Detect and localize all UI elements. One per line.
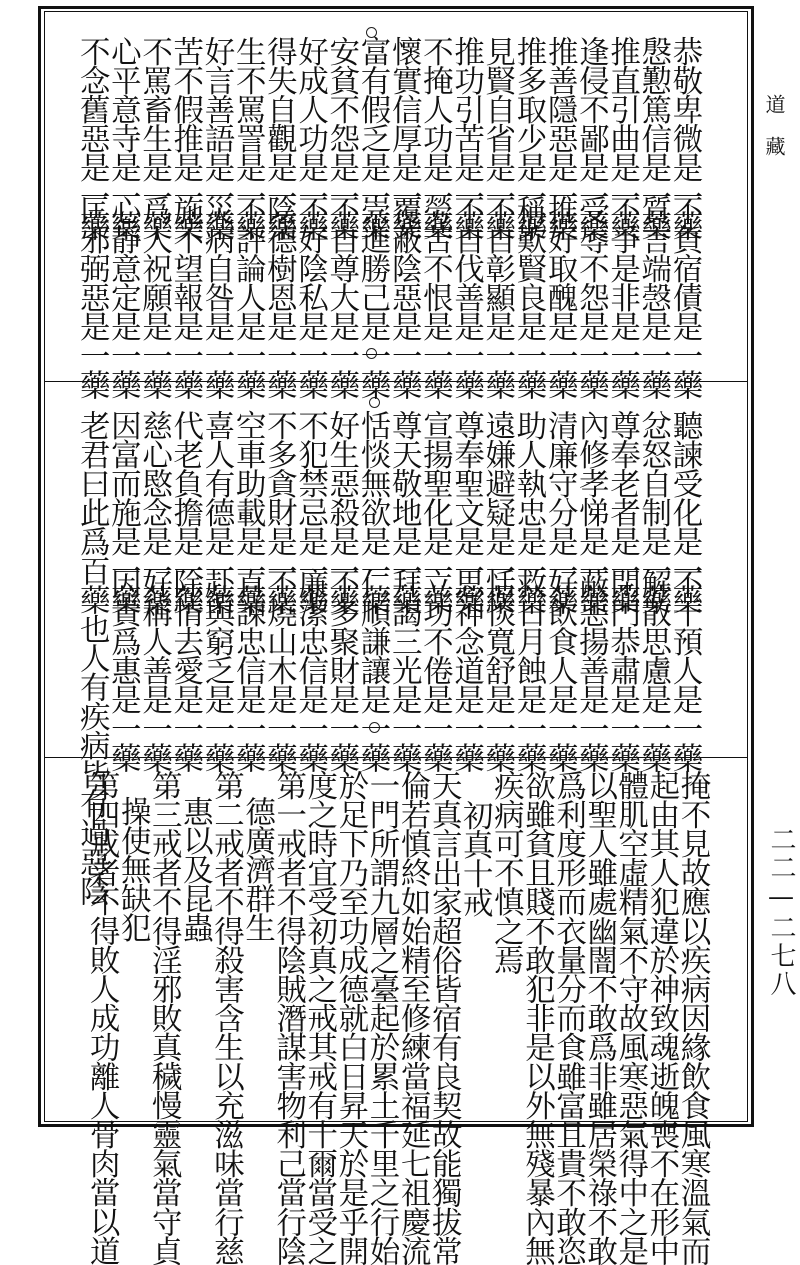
text-column: 不多聚財是一藥 <box>323 568 359 772</box>
text-column: 不犯禁忌是一藥 <box>292 410 328 614</box>
text-column: 掩不見故應以疾病因緣飲食風寒溫氣而 <box>675 770 710 1265</box>
text-column: 懷實信厚是一藥 <box>386 36 422 240</box>
text-column: 不多貪財是一藥 <box>261 410 297 614</box>
text-column: 好稱人善是一藥 <box>136 568 172 772</box>
text-column: 尊奉聖文是一藥 <box>448 410 484 614</box>
text-column: 好飲食人是一藥 <box>542 568 578 772</box>
text-column: 不干預人是一藥 <box>667 568 702 772</box>
text-column: 空車助載是一藥 <box>230 410 266 614</box>
text-column: 不自尊大是一藥 <box>323 195 359 399</box>
text-column: 蔽惡揚善是一藥 <box>573 568 609 772</box>
text-column: 一門所謂九層之臺起於累土千里之行始 <box>364 770 399 1265</box>
text-column: 第四戒者不得敗人成功離人骨肉當以道 <box>84 770 120 1265</box>
text-column: 度之時宜受初真之戒其戒有十爾當受之 <box>301 770 337 1265</box>
text-column: 得失自觀是一藥 <box>261 36 297 240</box>
page-number: 二二—二七八 <box>766 826 796 998</box>
text-column: 尊天敬地是一藥 <box>386 410 422 614</box>
text-column: 第一戒者不得陰賊潛謀害物利己當行陰 <box>270 770 306 1265</box>
text-column: 見賢自省是一藥 <box>479 36 515 240</box>
text-column: 因貴爲惠是一藥 <box>105 568 141 772</box>
text-column: 生不罵詈是一藥 <box>230 36 266 240</box>
text-column: 爲利度形而衣量分而食雖富且貴不敢恣 <box>550 770 586 1265</box>
text-column: 推好取醜是一藥 <box>542 195 578 399</box>
text-column: 稱歎賢良是一藥 <box>511 195 546 399</box>
text-column: 好生惡殺是一藥 <box>323 410 359 614</box>
text-column: 不評論人是一藥 <box>230 195 266 399</box>
text-column: 除情去愛是一藥 <box>167 568 203 772</box>
text-column: 受辱不怨是一藥 <box>573 195 609 399</box>
text-column: 恬惔寬舒是一藥 <box>479 568 515 772</box>
text-column: 富有假乏是一藥 <box>355 36 390 240</box>
text-column: 閉門恭肅是一藥 <box>604 568 640 772</box>
text-column: 心靜意定是一藥 <box>105 195 141 399</box>
text-column: 第二戒者不得殺害含生以充滋味當行慈 <box>208 770 244 1265</box>
text-column: 好言善語是一藥 <box>199 36 234 240</box>
text-column: 惠以及昆蟲 <box>177 796 213 942</box>
text-column: 老君曰此爲百藥也人有疾病皆有過惡陰 <box>74 410 110 905</box>
margin-label: 道藏 <box>762 94 786 178</box>
text-column: 體肌空虛精氣不守故風寒惡氣得中之是 <box>612 770 648 1265</box>
text-column: 代老負擔是一藥 <box>167 410 203 614</box>
text-column: 推直引曲是一藥 <box>604 36 640 240</box>
text-column: 赴與窮乏是一藥 <box>199 568 234 772</box>
text-column: 施不望報是一藥 <box>167 195 203 399</box>
text-column: 仁順謙讓是一藥 <box>355 568 390 772</box>
text-column: 慈心愍念是一藥 <box>136 410 172 614</box>
text-column: 內修孝悌是一藥 <box>573 410 609 614</box>
text-column: 恭敬卑微是一藥 <box>667 36 702 240</box>
text-column: 不負宿債是一藥 <box>667 195 702 399</box>
text-column: 清廉守分是一藥 <box>542 410 578 614</box>
text-column: 心平意寺是一藥 <box>105 36 141 240</box>
text-column: 聽諫受化是一藥 <box>667 410 702 614</box>
text-column: 操使無缺犯 <box>115 796 151 942</box>
text-column: 不自伐善是一藥 <box>448 195 484 399</box>
text-column: 解散思慮是一藥 <box>635 568 671 772</box>
text-column: 天真言出家超俗皆宿有良契故能獨拔常 <box>426 770 462 1265</box>
text-column: 因富而施是一藥 <box>105 410 141 614</box>
text-column: 不燒山木是一藥 <box>261 568 297 772</box>
text-column: 不掩人功是一藥 <box>417 36 453 240</box>
text-column: 好成人功是一藥 <box>292 36 328 240</box>
text-column: 不念舊惡是一藥 <box>74 36 110 240</box>
text-column: 初真十戒 <box>457 800 493 917</box>
text-column: 思神念道是一藥 <box>448 568 484 772</box>
text-column: 不罵畜生是一藥 <box>136 36 172 240</box>
text-column: 拜謁三光是一藥 <box>386 568 422 772</box>
text-column: 以聖人雖處幽闇不敢爲非雖居榮祿不敢 <box>581 770 617 1265</box>
text-column: 起由其人犯違於神致魂逝魄喪不在形中 <box>643 770 679 1265</box>
text-column: 助人執忠是一藥 <box>511 410 546 614</box>
text-column: 救日月蝕是一藥 <box>511 568 546 772</box>
text-column: 質言端愨是一藥 <box>635 195 671 399</box>
text-column: 慇懃篤信是一藥 <box>635 36 671 240</box>
text-column: 逢侵不鄙是一藥 <box>573 36 609 240</box>
text-column: 推多取少是一藥 <box>511 36 546 240</box>
text-column: 陰德樹恩是一藥 <box>261 195 297 399</box>
text-column: 推功引苦是一藥 <box>448 36 484 240</box>
text-column: 不爭是非是一藥 <box>604 195 640 399</box>
text-column: 恬惔無欲是一藥 <box>355 410 390 614</box>
text-column: 尊奉老者是一藥 <box>604 410 640 614</box>
text-column: 不好陰私是一藥 <box>292 195 328 399</box>
text-column: 宣揚聖化是一藥 <box>417 410 453 614</box>
text-column: 疾病可不慎之焉 <box>488 770 524 974</box>
text-column: 廉潔忠信是一藥 <box>292 568 328 772</box>
text-column: 苦不假推是一藥 <box>167 36 203 240</box>
text-column: 直諫忠信是一藥 <box>230 568 266 772</box>
text-column: 覆蔽陰惡是一藥 <box>386 195 422 399</box>
text-column: 忿怒自制是一藥 <box>635 410 671 614</box>
text-column: 欲雖貧且賤不敢犯非是以外無殘暴內無 <box>519 770 555 1265</box>
text-column: 於足下乃至功成德就白日昇天於是乎開 <box>332 770 368 1265</box>
text-column: 德廣濟群生 <box>239 796 275 942</box>
text-column: 第三戒者不得淫邪敗真穢慢靈氣當守貞 <box>146 770 182 1265</box>
text-column: 爲人祝願是一藥 <box>136 195 172 399</box>
text-column: 立功不倦是一藥 <box>417 568 453 772</box>
text-column: 崇進勝己是一藥 <box>355 195 390 399</box>
text-column: 安貧不怨是一藥 <box>323 36 359 240</box>
text-column: 喜人有德是一藥 <box>199 410 234 614</box>
text-column: 推善隱惡是一藥 <box>542 36 578 240</box>
text-column: 匡邪弼惡是一藥 <box>74 195 110 399</box>
text-column: 遠嫌避疑是一藥 <box>479 410 515 614</box>
text-column: 災病自咎是一藥 <box>199 195 234 399</box>
text-column: 不自彰顯是一藥 <box>479 195 515 399</box>
text-column: 勞苦不恨是一藥 <box>417 195 453 399</box>
text-column: 倫若慎終如始精至修練當福延七祖慶流 <box>395 770 431 1265</box>
